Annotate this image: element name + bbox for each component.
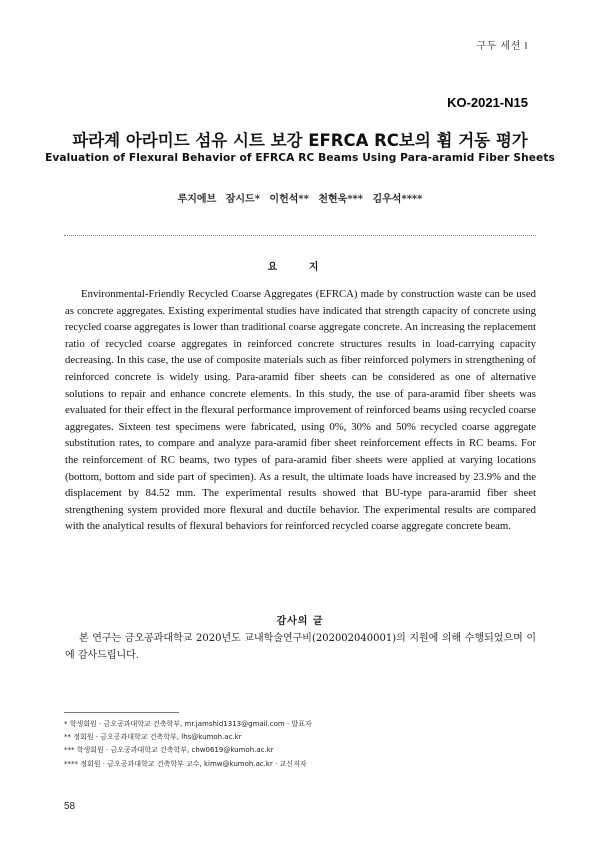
author-list: 루지에브 잠시드* 이헌석** 천현욱*** 김우석****: [177, 194, 423, 205]
footnote-item: *** 학생회원 · 금오공과대학교 건축학부, chw0619@kumoh.ac.kr: [64, 746, 274, 755]
acknowledgement-text: 본 연구는 금오공과대학교 2020년도 교내학술연구비(202002040001)의 지원에 의해 수행되었으며 이에 감사드립니다.: [65, 633, 536, 661]
title-english: Evaluation of Flexural Behavior of EFRCA RC Beams Using Para-aramid Fiber Sheets: [45, 152, 555, 164]
footnote-item: **** 정회원 · 금오공과대학교 건축학부 교수, kimw@kumoh.ac.kr · 교신저자: [64, 759, 307, 768]
footnote-item: ** 정회원 · 금오공과대학교 건축학부, lhs@kumoh.ac.kr: [64, 733, 242, 742]
acknowledgement-heading: 감사의 글: [276, 616, 324, 627]
paper-code: KO-2021-N15: [447, 95, 528, 110]
footnote-item: * 학생회원 · 금오공과대학교 건축학부, mr.jamshid1313@gmail.com · 발표자: [64, 720, 312, 728]
section-divider: [64, 235, 536, 236]
page-number: 58: [64, 801, 76, 812]
abstract-heading: 요 지: [267, 262, 333, 273]
title-korean: 파라계 아라미드 섬유 시트 보강 EFRCA RC보의 휨 거동 평가: [72, 131, 528, 150]
footnotes: [64, 718, 544, 771]
footnote-rule: [64, 712, 179, 713]
abstract-text: Environmental-Friendly Recycled Coarse Aggregates (EFRCA) made by construction waste can be used as concrete aggregates. Existing experimental studies have indicated that strength capacity of concrete using recycled coarse aggregates is lower than traditional coarse aggregate concrete. An increasing the replacement ratio of recycled coarse aggregates in reinforced concrete structures results in load-carrying capacity decreasing. In this case, the use of composite materials such as fiber reinforced polymers in strengthening of reinforced concrete is widely using. Para-aramid fiber sheets can be considered as one of alternative solutions to repair and enhance concrete elements. In this study, the use of para-aramid fiber sheets was evaluated for their effect in the flexural performance improvement of reinforced beams using recycled coarse aggregates. Sixteen test specimens were fabricated, using 0%, 30% and 50% recycled coarse aggregate substitution rates, to compare and analyze para-aramid fiber sheet reinforcement effects in RC beams. For the reinforcement of RC beams, two types of para-aramid fiber sheets were applied at varying locations (bottom, bottom and side part of specimen). As a result, the ultimate loads have increased by 23.9% and the displacement by 84.52 mm. The experimental results showed that BU-type para-aramid fiber sheet strengthening system provided more flexural and ductile behavior. The experimental results are compared with the analytical results of flexural behaviors for reinforced recycled coarse aggregate concrete beam.: [65, 288, 536, 533]
session-header: 구두 세션 Ⅰ: [476, 41, 528, 52]
